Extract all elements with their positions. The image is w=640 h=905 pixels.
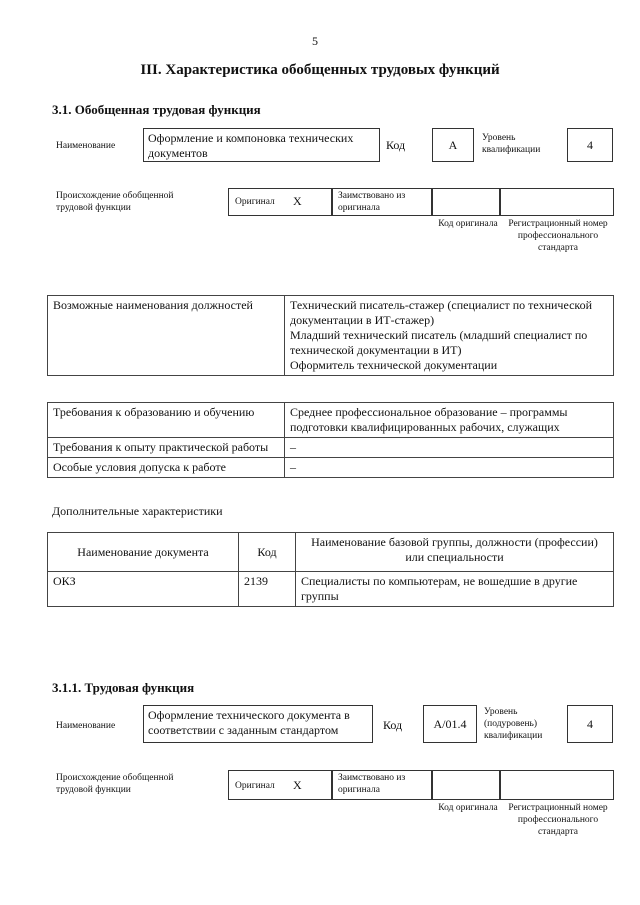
req-education-label: Требования к образованию и обучению bbox=[48, 403, 285, 438]
tf-code-label: Код bbox=[383, 718, 403, 732]
additional-header-code: Код bbox=[239, 533, 296, 572]
gtf-reg-num-label: Регистрационный номер профессионального стандарта bbox=[508, 219, 608, 253]
gtf-level-label: Уровень квалификации bbox=[482, 133, 541, 155]
page-number: 5 bbox=[312, 34, 318, 48]
gtf-reg-num-cell bbox=[500, 188, 614, 216]
gtf-origin-label: Происхождение обобщенной трудовой функции bbox=[56, 191, 174, 213]
tf-original-cell bbox=[228, 770, 332, 800]
position-item: Технический писатель-стажер (специалист по технической документации в ИТ-стажер) bbox=[290, 298, 593, 327]
positions-list bbox=[285, 296, 614, 376]
gtf-orig-code-cell bbox=[432, 188, 500, 216]
req-experience-value: – bbox=[285, 438, 614, 458]
tf-origin-label: Происхождение обобщенной трудовой функции bbox=[56, 773, 174, 795]
position-item: Оформитель технической документации bbox=[290, 358, 498, 372]
additional-heading: Дополнительные характеристики bbox=[52, 504, 223, 518]
gtf-heading: 3.1. Обобщенная трудовая функция bbox=[52, 102, 261, 117]
tf-orig-code-cell bbox=[432, 770, 500, 800]
gtf-code-label: Код bbox=[386, 138, 406, 152]
tf-borrowed-label: Заимствовано из оригинала bbox=[332, 770, 432, 800]
tf-heading: 3.1.1. Трудовая функция bbox=[52, 680, 195, 695]
additional-cell-code: 2139 bbox=[239, 572, 296, 607]
section-title: III. Характеристика обобщенных трудовых функций bbox=[140, 62, 500, 78]
tf-level-label: Уровень (подуровень) квалификации bbox=[484, 707, 543, 741]
gtf-original-cell bbox=[228, 188, 332, 216]
position-item: Младший технический писатель (младший специалист по технической документации в ИТ) bbox=[290, 328, 588, 357]
gtf-original-label: Оригинал bbox=[235, 197, 275, 207]
positions-table bbox=[47, 295, 614, 376]
tf-reg-num-label: Регистрационный номер профессионального стандарта bbox=[508, 803, 608, 837]
req-experience-label: Требования к опыту практической работы bbox=[48, 438, 285, 458]
tf-name-label: Наименование bbox=[56, 721, 116, 731]
gtf-code-value: A bbox=[432, 128, 474, 162]
additional-cell-group: Специалисты по компьютерам, не вошедшие в другие группы bbox=[296, 572, 614, 607]
positions-label: Возможные наименования должностей bbox=[48, 296, 285, 376]
gtf-original-mark: X bbox=[293, 194, 302, 208]
req-education-value: Среднее профессиональное образование – программы подготовки квалифицированных рабочих, служащих bbox=[285, 403, 614, 438]
gtf-name-label: Наименование bbox=[56, 141, 116, 151]
tf-reg-num-cell bbox=[500, 770, 614, 800]
additional-header-group: Наименование базовой группы, должности (профессии) или специальности bbox=[296, 533, 614, 572]
gtf-orig-code-label: Код оригинала bbox=[438, 219, 498, 229]
tf-level-value: 4 bbox=[567, 705, 613, 743]
additional-table bbox=[47, 532, 614, 607]
req-conditions-label: Особые условия допуска к работе bbox=[48, 458, 285, 478]
gtf-level-value: 4 bbox=[567, 128, 613, 162]
gtf-name-value: Оформление и компоновка технических документов bbox=[143, 128, 380, 162]
requirements-table bbox=[47, 402, 614, 478]
tf-original-mark: X bbox=[293, 778, 302, 792]
tf-orig-code-label: Код оригинала bbox=[438, 803, 498, 813]
gtf-borrowed-label: Заимствовано из оригинала bbox=[332, 188, 432, 216]
additional-cell-doc: ОКЗ bbox=[48, 572, 239, 607]
tf-code-value: A/01.4 bbox=[423, 705, 477, 743]
additional-header-doc: Наименование документа bbox=[48, 533, 239, 572]
tf-name-value: Оформление технического документа в соответствии с заданным стандартом bbox=[143, 705, 373, 743]
req-conditions-value: – bbox=[285, 458, 614, 478]
tf-original-label: Оригинал bbox=[235, 781, 275, 791]
